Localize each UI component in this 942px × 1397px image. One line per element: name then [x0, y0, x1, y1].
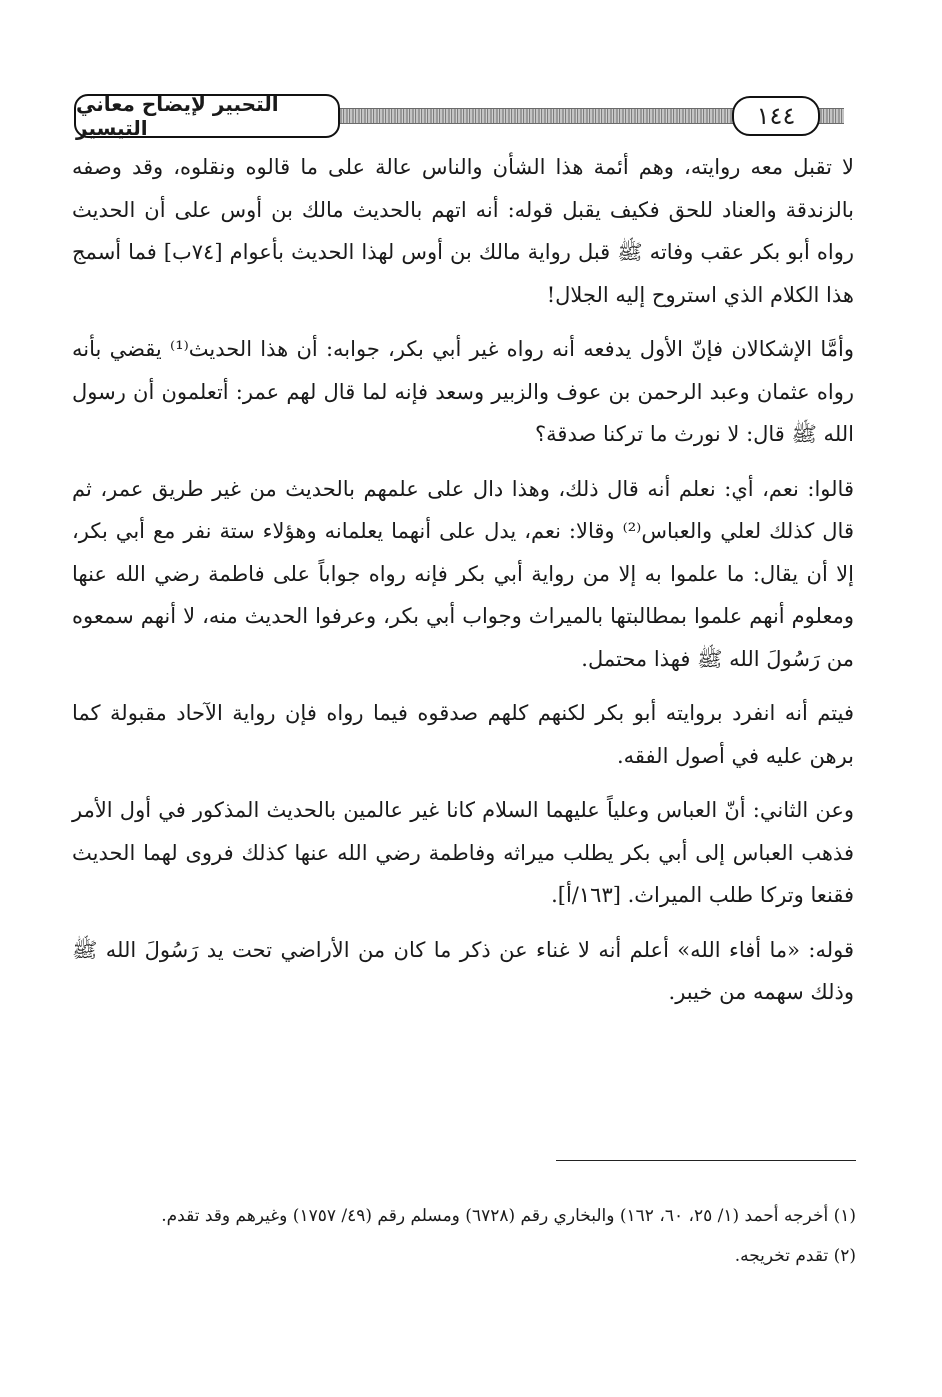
page-number: ١٤٤	[732, 96, 820, 136]
paragraph-2: وأمَّا الإشكالان فإنّ الأول يدفعه أنه رواه غير أبي بكر، جوابه: أن هذا الحديث⁽¹⁾ يقضي بأنه رواه عثمان وعبد الرحمن بن عوف والزبير وسعد فإنه لما قال لهم عمر: أتعلمون أن رسول الله ﷺ قال: لا نورث ما تركنا صدقة؟	[72, 337, 854, 446]
footnote-2: (٢) تقدم تخريجه.	[734, 1246, 856, 1266]
paragraph-1: لا تقبل معه روايته، وهم أئمة هذا الشأن والناس عالة على ما قالوه ونقلوه، وقد وصفه بالزندقة والعناد للحق فكيف يقبل قوله: أنه اتهم بالحديث مالك بن أوس على أن الحديث رواه أبو بكر عقب وفاته ﷺ قبل رواية مالك بن أوس لهذا الحديث بأعوام [٧٤ب] فما أسمج هذا الكلام الذي استروح إليه الجلال!	[72, 155, 854, 307]
running-header	[74, 92, 854, 140]
main-text	[72, 146, 854, 1026]
footnote-separator	[556, 1160, 856, 1161]
paragraph-3: قالوا: نعم، أي: نعلم أنه قال ذلك، وهذا دال على علمهم بالحديث من غير طريق عمر، ثم قال كذلك لعلي والعباس⁽²⁾ وقالا: نعم، يدل على أنهما يعلمانه وهؤلاء ستة نفر مع أبي بكر، إلا أن يقال: ما علموا به إلا من رواية أبي بكر فإنه رواه جواباً على فاطمة رضي الله عنها ومعلوم أنهم علموا بمطالبتها بالميراث وجواب أبي بكر، وعرفوا الحديث منه، لا أنهم سمعوه من رَسُولَ الله ﷺ فهذا محتمل.	[72, 476, 854, 671]
book-title: التحبير لإيضاح معاني التيسير	[74, 94, 340, 138]
paragraph-4: فيتم أنه انفرد بروايته أبو بكر لكنهم كلهم صدقوه فيما رواه فإن رواية الآحاد مقبولة كما برهن عليه في أصول الفقه.	[72, 701, 854, 768]
footnotes	[72, 1196, 856, 1276]
paragraph-6: قوله: «ما أفاء الله» أعلم أنه لا غناء عن ذكر ما كان من الأراضي تحت يد رَسُولَ الله ﷺ وذلك سهمه من خيبر.	[72, 937, 854, 1004]
paragraph-5: وعن الثاني: أنّ العباس وعلياً عليهما السلام كانا غير عالمين بالحديث المذكور في أول الأمر فذهب العباس إلى أبي بكر يطلب ميراثه وفاطمة رضي الله عنها كذلك فروى لهما الحديث فقنعا وتركا طلب الميراث. [١٦٣/أ].	[72, 798, 854, 907]
footnote-1: (١) أخرجه أحمد (١/ ٢٥، ٦٠، ١٦٢) والبخاري رقم (٦٧٢٨) ومسلم رقم (٤٩/ ١٧٥٧) وغيرهم وقد تقدم.	[161, 1206, 856, 1226]
